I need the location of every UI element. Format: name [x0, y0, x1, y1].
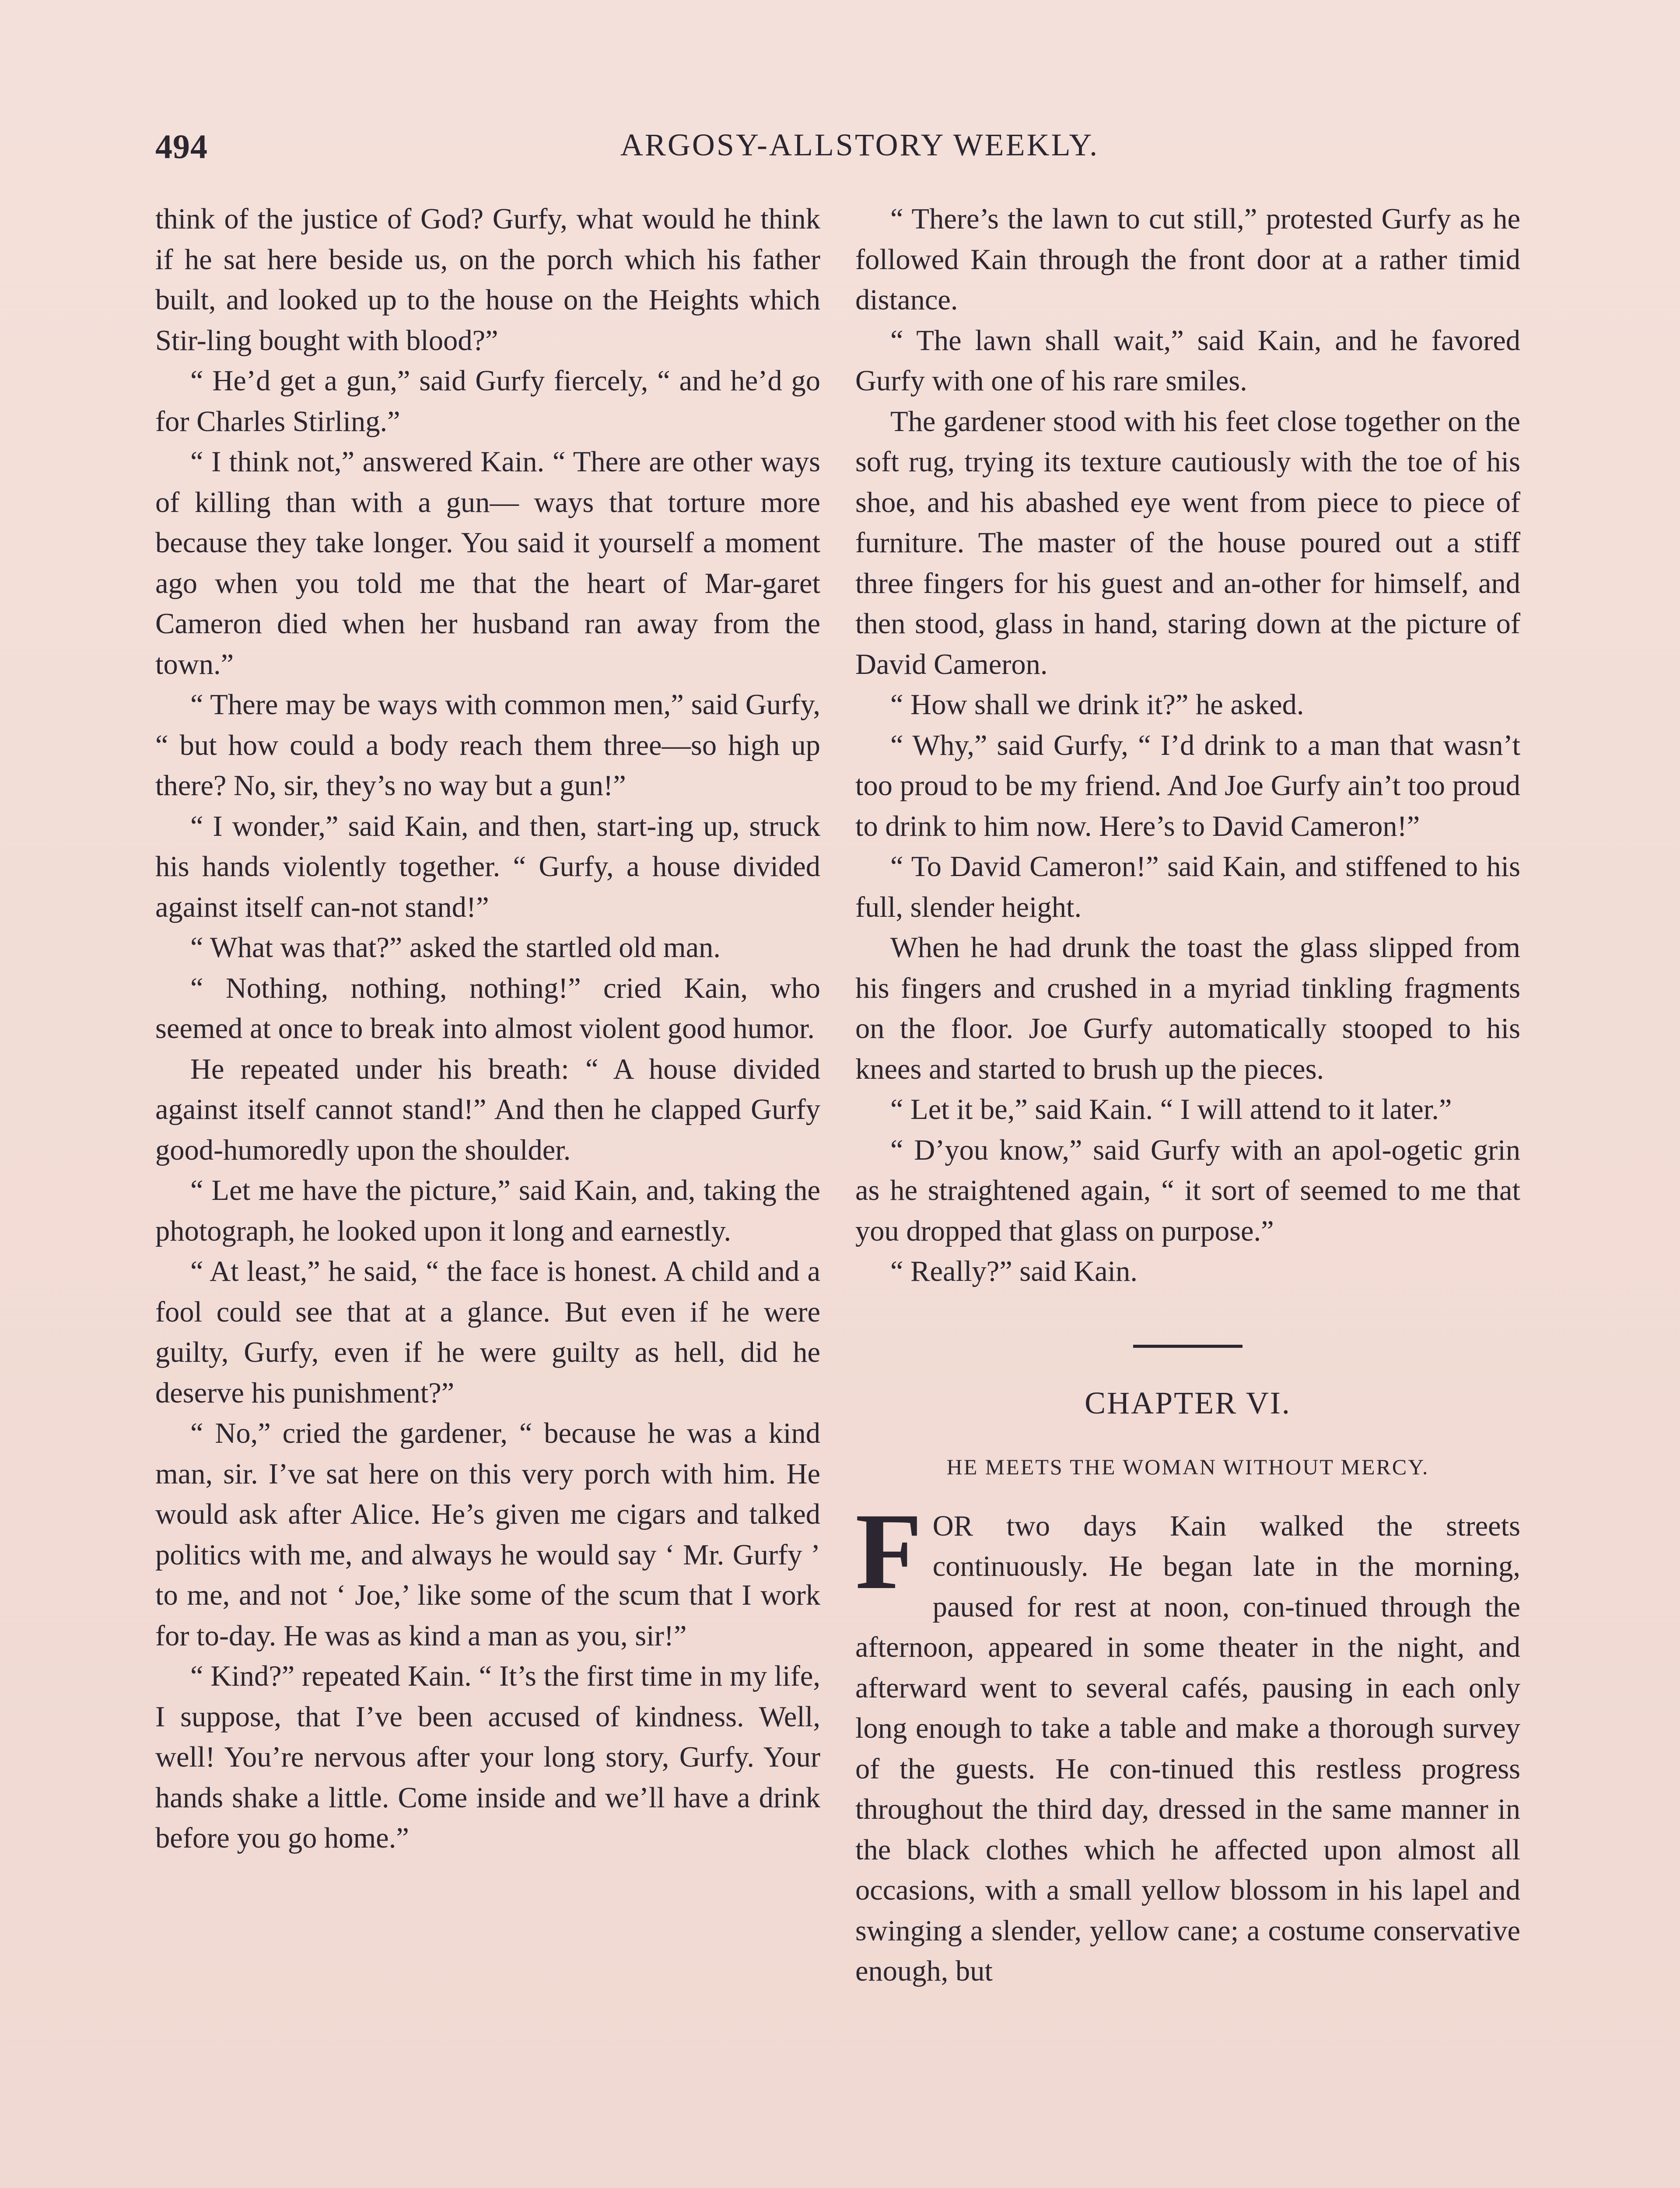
- paragraph: “ There may be ways with common men,” said Gurfy, “ but how could a body reach them three—so high up there? No, sir, they’s no way but a gun!”: [155, 689, 820, 802]
- left-column: [155, 199, 820, 1859]
- paragraph: think of the justice of God? Gurfy, what would he think if he sat here beside us, on the porch which his father built, and looked up to the house on the Heights which Stir-ling bought with blood?”: [155, 203, 820, 357]
- paragraph: “ Nothing, nothing, nothing!” cried Kain, who seemed at once to break into almost violent good humor.: [155, 972, 820, 1045]
- paragraph: “ He’d get a gun,” said Gurfy fiercely, “ and he’d go for Charles Stirling.”: [155, 365, 820, 438]
- paragraph: “ Let me have the picture,” said Kain, and, taking the photograph, he looked upon it long and earnestly.: [155, 1175, 820, 1247]
- running-title: ARGOSY-ALLSTORY WEEKLY.: [620, 127, 1099, 162]
- paragraph: “ Kind?” repeated Kain. “ It’s the first time in my life, I suppose, that I’ve been accused of kindness. Well, well! You’re nervous after your long story, Gurfy. Your hands shake a little. Come inside and we’ll have a drink before you go home.”: [155, 1660, 820, 1854]
- paragraph: “ What was that?” asked the startled old man.: [190, 932, 721, 964]
- paragraph: “ There’s the lawn to cut still,” protested Gurfy as he followed Kain through the front door at a rather timid distance.: [855, 203, 1520, 316]
- section-divider: [1133, 1345, 1242, 1348]
- paragraph: “ Why,” said Gurfy, “ I’d drink to a man that wasn’t too proud to be my friend. And Joe Gurfy ain’t too proud to drink to him now. Here’s to David Cameron!”: [855, 729, 1520, 842]
- paragraph: “ D’you know,” said Gurfy with an apol-ogetic grin as he straightened again, “ it sort of seemed to me that you dropped that glass on purpose.”: [855, 1134, 1520, 1247]
- paragraph: “ At least,” he said, “ the face is honest. A child and a fool could see that at a glance. But even if he were guilty, Gurfy, even if he were guilty as hell, did he deserve his punishment?”: [155, 1255, 820, 1409]
- paragraph: “ Really?” said Kain.: [890, 1255, 1138, 1287]
- paragraph: When he had drunk the toast the glass slipped from his fingers and crushed in a myriad tinkling fragments on the floor. Joe Gurfy automatically stooped to his knees and started to brush up the pieces.: [855, 932, 1520, 1085]
- paragraph: “ No,” cried the gardener, “ because he was a kind man, sir. I’ve sat here on this very porch with him. He would ask after Alice. He’s given me cigars and talked politics with me, and always he would say ‘ Mr. Gurfy ’ to me, and not ‘ Joe,’ like some of the scum that I work for to-day. He was as kind a man as you, sir!”: [155, 1417, 820, 1652]
- paragraph: “ The lawn shall wait,” said Kain, and he favored Gurfy with one of his rare smiles.: [855, 324, 1520, 397]
- drop-cap: F: [855, 1490, 922, 1612]
- paragraph: “ I think not,” answered Kain. “ There are other ways of killing than with a gun— ways that torture more because they take longer. You said it yourself a moment ago when you told me that the heart of Mar-garet Cameron died when her husband ran away from the town.”: [155, 446, 820, 680]
- paragraph: “ I wonder,” said Kain, and then, start-ing up, struck his hands violently together. “ Gurfy, a house divided against itself can-not stand!”: [155, 810, 820, 923]
- page-header: [155, 127, 1525, 175]
- page-number: 494: [155, 127, 208, 165]
- right-column: [855, 199, 1520, 1992]
- paragraph: “ How shall we drink it?” he asked.: [890, 689, 1304, 721]
- chapter-title: CHAPTER VI.: [1085, 1385, 1291, 1420]
- paragraph: “ Let it be,” said Kain. “ I will attend to it later.”: [890, 1094, 1452, 1126]
- paragraph: “ To David Cameron!” said Kain, and stiffened to his full, slender height.: [855, 851, 1520, 923]
- chapter-opening-paragraph: [855, 1490, 1520, 1992]
- paragraph: He repeated under his breath: “ A house divided against itself cannot stand!” And then he clapped Gurfy good-humoredly upon the shoulder.: [155, 1053, 820, 1166]
- paragraph: The gardener stood with his feet close together on the soft rug, trying its texture cautiously with the toe of his shoe, and his abashed eye went from piece to piece of furniture. The master of the house poured out a stiff three fingers for his guest and an-other for himself, and then stood, glass in hand, staring down at the picture of David Cameron.: [855, 405, 1520, 680]
- chapter-subtitle: HE MEETS THE WOMAN WITHOUT MERCY.: [946, 1454, 1429, 1479]
- chapter-opening-text: OR two days Kain walked the streets continuously. He began late in the morning, paused for rest at noon, con-tinued through the afternoon, appeared in some theater in the night, and afterward went to several cafés, pausing in each only long enough to take a table and make a thorough survey of the guests. He con-tinued this restless progress throughout the third day, dressed in the same manner in the black clothes which he affected upon almost all occasions, with a small yellow blossom in his lapel and swinging a slender, yellow cane; a costume conservative enough, but: [855, 1510, 1520, 1987]
